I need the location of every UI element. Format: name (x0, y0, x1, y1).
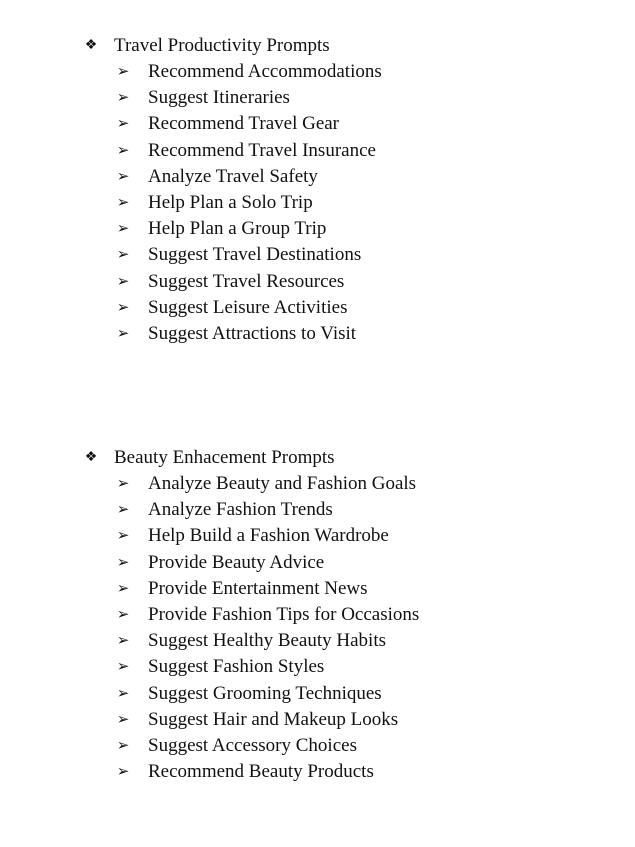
list-item-label: Provide Fashion Tips for Occasions (148, 603, 420, 625)
arrowhead-bullet-icon: ➢ (116, 299, 130, 316)
list-item-label: Analyze Beauty and Fashion Goals (148, 473, 417, 494)
list-item-label: Recommend Accommodations (148, 61, 382, 82)
arrowhead-bullet-icon: ➢ (116, 659, 130, 676)
four-diamond-bullet-icon: ❖ (84, 38, 98, 53)
list-item (0, 321, 635, 347)
arrowhead-bullet-icon: ➢ (116, 633, 130, 650)
list-item-label: Provide Entertainment News (148, 577, 368, 599)
list-item-label: Recommend Travel Insurance (148, 139, 376, 161)
list-item-label: Analyze Fashion Trends (148, 499, 333, 521)
list-item-label: Suggest Accessory Choices (148, 734, 357, 756)
list-item (0, 602, 635, 628)
arrowhead-bullet-icon: ➢ (116, 502, 130, 519)
section-title: Travel Productivity Prompts (114, 35, 330, 56)
prompt-list (0, 471, 635, 785)
list-item (0, 471, 635, 497)
section-title: Beauty Enhacement Prompts (114, 447, 335, 468)
list-item-label: Suggest Fashion Styles (148, 656, 325, 678)
list-item (0, 59, 635, 85)
list-item-label: Suggest Hair and Makeup Looks (148, 708, 399, 730)
list-item-label: Suggest Itineraries (148, 87, 290, 109)
list-item (0, 707, 635, 733)
list-item (0, 681, 635, 707)
list-item (0, 576, 635, 602)
four-diamond-bullet-icon: ❖ (84, 450, 98, 465)
list-item (0, 111, 635, 137)
arrowhead-bullet-icon: ➢ (116, 528, 130, 545)
list-item (0, 759, 635, 785)
arrowhead-bullet-icon: ➢ (116, 711, 130, 728)
list-item-label: Analyze Travel Safety (148, 165, 318, 187)
arrowhead-bullet-icon: ➢ (116, 685, 130, 702)
list-item (0, 190, 635, 216)
arrowhead-bullet-icon: ➢ (116, 764, 130, 781)
arrowhead-bullet-icon: ➢ (116, 64, 130, 80)
arrowhead-bullet-icon: ➢ (116, 580, 130, 597)
arrowhead-bullet-icon: ➢ (116, 194, 130, 211)
section-heading (0, 445, 635, 471)
list-item-label: Help Plan a Solo Trip (148, 191, 313, 213)
list-item (0, 164, 635, 190)
list-item (0, 497, 635, 523)
arrowhead-bullet-icon: ➢ (116, 221, 130, 238)
list-item (0, 216, 635, 242)
arrowhead-bullet-icon: ➢ (116, 90, 130, 107)
prompt-list (0, 59, 635, 347)
list-item (0, 550, 635, 576)
list-item-label: Help Build a Fashion Wardrobe (148, 525, 389, 547)
list-item (0, 628, 635, 654)
arrowhead-bullet-icon: ➢ (116, 476, 130, 492)
list-item (0, 85, 635, 111)
arrowhead-bullet-icon: ➢ (116, 606, 130, 623)
list-item (0, 269, 635, 295)
list-item (0, 523, 635, 549)
arrowhead-bullet-icon: ➢ (116, 325, 130, 342)
list-item-label: Provide Beauty Advice (148, 551, 325, 573)
list-item-label: Recommend Beauty Products (148, 761, 374, 783)
list-item-label: Suggest Leisure Activities (148, 296, 348, 318)
arrowhead-bullet-icon: ➢ (116, 554, 130, 571)
beauty-enhancement-section (0, 445, 635, 785)
list-item (0, 138, 635, 164)
list-item (0, 295, 635, 321)
list-item-label: Suggest Grooming Techniques (148, 682, 382, 704)
section-heading (0, 33, 635, 59)
arrowhead-bullet-icon: ➢ (116, 273, 130, 290)
arrowhead-bullet-icon: ➢ (116, 247, 130, 264)
list-item-label: Suggest Travel Resources (148, 270, 345, 292)
arrowhead-bullet-icon: ➢ (116, 116, 130, 133)
list-item-label: Recommend Travel Gear (148, 113, 340, 135)
list-item (0, 242, 635, 268)
travel-productivity-section (0, 33, 635, 347)
list-item-label: Suggest Healthy Beauty Habits (148, 630, 386, 652)
list-item-label: Suggest Attractions to Visit (148, 322, 357, 344)
arrowhead-bullet-icon: ➢ (116, 168, 130, 185)
list-item (0, 654, 635, 680)
list-item-label: Suggest Travel Destinations (148, 244, 362, 266)
list-item-label: Help Plan a Group Trip (148, 218, 327, 240)
arrowhead-bullet-icon: ➢ (116, 142, 130, 159)
list-item (0, 733, 635, 759)
arrowhead-bullet-icon: ➢ (116, 737, 130, 754)
